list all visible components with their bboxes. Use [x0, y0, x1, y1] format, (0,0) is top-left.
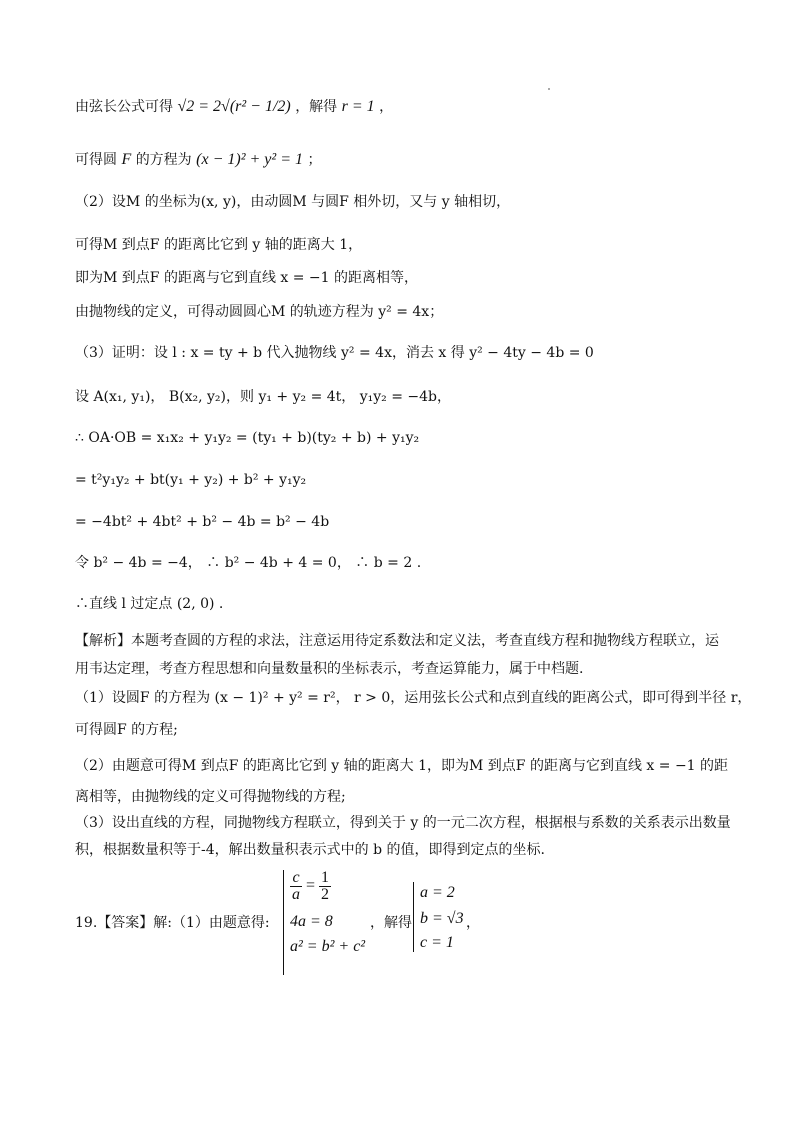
- system-brace-left: [283, 870, 284, 975]
- line-part3-expand: = t²y₁y₂ + bt(y₁ + y₂) + b² + y₁y₂: [75, 472, 307, 488]
- analysis-part3-a: （3）设出直线的方程，同抛物线方程联立，得到关于 y 的一元二次方程，根据根与系数的关系表示出数量: [75, 815, 731, 831]
- line-part3-simplify: = −4bt² + 4bt² + b² − 4b = b² − 4b: [75, 514, 330, 530]
- system-eq3: a² = b² + c²: [290, 938, 366, 955]
- analysis-part2-a: （2）由题意可得M 到点F 的距离比它到 y 轴的距离大 1，即为M 到点F 的距离与它到直线 x = −1 的距: [75, 758, 729, 774]
- line-part3-fixed-point: ∴直线 l 过定点 (2, 0) .: [75, 596, 224, 612]
- line-circle-equation: [75, 150, 321, 170]
- analysis-part3-b: 积，根据数量积等于-4，解出数量积表示式中的 b 的值，即得到定点的坐标.: [75, 842, 545, 858]
- system-eq2: 4a = 8: [290, 913, 333, 930]
- fraction-one-half: $\frac{1}{2}$: [321, 869, 330, 903]
- line-part3-points: 设 A(x₁, y₁)， B(x₂, y₂)，则 y₁ + y₂ = 4t， y₁y₂ = −4b，: [75, 389, 452, 405]
- math-radius: r = 1: [341, 98, 375, 115]
- q19-solve-text: ，解得: [370, 915, 412, 931]
- analysis-paragraph: 【解析】本题考查圆的方程的求法，注意运用待定系数法和定义法，考查直线方程和抛物线方程联立，运用韦达定理，考查方程思想和向量数量积的坐标表示，考查运算能力，属于中档题.: [75, 633, 719, 677]
- math-F: F: [121, 151, 132, 168]
- text: ，解得: [295, 99, 338, 115]
- scan-speck: [548, 88, 550, 90]
- solution-a: a = 2: [420, 884, 455, 901]
- math-chord-equation: √2 = 2√(r² − 1/2): [177, 98, 291, 115]
- text: ；: [307, 152, 322, 168]
- analysis-part1-a: （1）设圆F 的方程为 (x − 1)² + y² = r²， r > 0，运用弦长公式和点到直线的距离公式，即可得到半径 r，: [75, 690, 752, 706]
- line-part2-trajectory: 由抛物线的定义，可得动圆圆心M 的轨迹方程为 y² = 4x；: [75, 304, 444, 320]
- solution-brace: [413, 882, 414, 952]
- analysis-part1-b: 可得圆F 的方程;: [75, 722, 178, 738]
- line-part3-dot-product: ∴ OA·OB = x₁x₂ + y₁y₂ = (ty₁ + b)(ty₂ + b) + y₁y₂: [75, 430, 420, 446]
- line-part2-setup: （2）设M 的坐标为(x, y)，由动圆M 与圆F 相外切，又与 y 轴相切，: [75, 194, 511, 210]
- system-eq1: $\frac{c}{a}$ = $\frac{1}{2}$: [292, 869, 330, 903]
- line-part3-solve-b: 令 b² − 4b = −4， ∴ b² − 4b + 4 = 0， ∴ b = 2 .: [75, 555, 422, 571]
- line-part2-distance: 可得M 到点F 的距离比它到 y 轴的距离大 1，: [75, 237, 363, 253]
- line-chord-formula: [75, 97, 393, 117]
- solution-c: c = 1: [420, 934, 454, 951]
- text: 由弦长公式可得: [75, 99, 173, 115]
- solution-b: b = √3: [420, 910, 464, 927]
- line-part3-proof: （3）证明：设 l : x = ty + b 代入抛物线 y² = 4x，消去 x 得 y² − 4ty − 4b = 0: [75, 345, 594, 361]
- text: 可得圆: [75, 152, 117, 168]
- q19-prefix: 19.【答案】解:（1）由题意得:: [75, 915, 270, 931]
- line-part2-equal: 即为M 到点F 的距离与它到直线 x = −1 的距离相等，: [75, 270, 419, 286]
- analysis-part2-b: 离相等，由抛物线的定义可得抛物线的方程;: [75, 789, 346, 805]
- fraction-c-over-a: $\frac{c}{a}$: [292, 869, 300, 903]
- q19-end: ，: [466, 915, 480, 931]
- math-circle-eq: (x − 1)² + y² = 1: [196, 151, 303, 168]
- text: ，: [379, 99, 394, 115]
- text: 的方程为: [135, 152, 192, 168]
